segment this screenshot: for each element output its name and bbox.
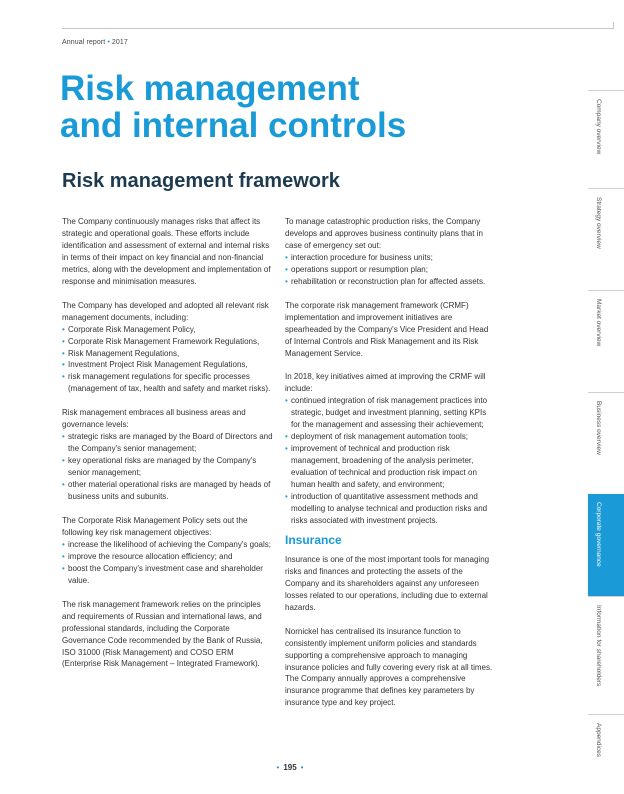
paragraph: To manage catastrophic production risks, the Company develops and approves business continuity plans that in case of emergency set out: <box>285 217 483 250</box>
tab-market-overview[interactable] <box>588 290 624 392</box>
report-header <box>62 39 128 46</box>
list-item: • Corporate Risk Management Framework Regulations, <box>62 336 274 348</box>
paragraph: The risk management framework relies on the principles and requirements of Russian and international laws, and professional standards, including the Corporate Governance Code recommended by the Bank of Russia, ISO 31000 (Risk Management) and COSO ERM (Enterprise Risk Management – Integrated Framework). <box>62 599 263 669</box>
page-title-line-1: Risk management <box>60 69 360 108</box>
list-item: • key operational risks are managed by the Company's senior management; <box>62 455 274 479</box>
left-column <box>62 216 274 670</box>
top-rule <box>62 28 614 29</box>
paragraph: The Company continuously manages risks that affect its strategic and operational goals. These efforts include identification and assessment of external and internal risks in terms of their impact on key financial and non-financial metrics, along with the development and implementation of response and minimisation measures. <box>62 217 271 286</box>
paragraph: The corporate risk management framework (CRMF) implementation and improvement initiatives are spearheaded by the Company's Vice President and Head of Internal Controls and Risk Management and its Risk Management Service. <box>285 300 489 358</box>
list-item: • Risk Management Regulations, <box>62 348 274 360</box>
list-item: • operations support or resumption plan; <box>285 264 497 276</box>
right-column <box>285 216 497 709</box>
tab-label: Strategy overview <box>595 197 602 249</box>
tab-label: Business overview <box>595 401 602 455</box>
tab-corporate-governance[interactable] <box>588 494 624 596</box>
list-item: • improvement of technical and production risk management, broadening of the analysis perimeter, evaluation of technical and production risk impact on human health and safety, and environment; <box>285 443 497 491</box>
page-number-dot-right: • <box>300 763 304 772</box>
bullet-list <box>62 324 274 396</box>
report-year: 2017 <box>111 39 128 46</box>
list-item: • rehabilitation or reconstruction plan for affected assets. <box>285 276 497 288</box>
insurance-heading: Insurance <box>285 532 342 547</box>
list-item: • continued integration of risk management practices into strategic, budget and investment planning, setting KPIs for the management and assessing their achievement; <box>285 395 497 431</box>
report-label: Annual report <box>62 39 106 46</box>
paragraph: Insurance is one of the most important tools for managing risks and finances and protecting the assets of the Company and its shareholders against any unforeseen losses related to our operations, including due to external hazards. <box>285 554 490 612</box>
bullet-list <box>285 395 497 526</box>
top-rule-tick <box>613 22 614 29</box>
section-tabs <box>588 90 624 790</box>
bullet-list <box>62 431 274 503</box>
list-item: • strategic risks are managed by the Board of Directors and the Company's senior management; <box>62 431 274 455</box>
page-title <box>60 70 560 144</box>
list-item: • Investment Project Risk Management Regulations, <box>62 359 274 371</box>
list-item: • interaction procedure for business units; <box>285 252 497 264</box>
tab-strategy-overview[interactable] <box>588 188 624 290</box>
page-title-line-2: and internal controls <box>60 106 407 145</box>
list-item: • other material operational risks are managed by heads of business units and subunits. <box>62 479 274 503</box>
bullet-list <box>62 539 274 587</box>
tab-label: Corporate governance <box>595 502 602 567</box>
paragraph: The Corporate Risk Management Policy sets out the following key risk management objectives: <box>62 515 248 537</box>
tab-business-overview[interactable] <box>588 392 624 494</box>
section-title: Risk management framework <box>62 170 340 192</box>
tab-information-for-shareholders[interactable] <box>588 596 624 714</box>
paragraph: Nornickel has centralised its insurance function to consistently implement uniform policies and standards supporting a comprehensive approach to managing insurance policies and fully covering every risk at all times. The Company annually approves a comprehensive insurance programme that defines key parameters by insurance type and key project. <box>285 626 493 708</box>
separator-dot: • <box>107 39 110 46</box>
tab-label: Company overview <box>595 99 602 155</box>
tab-label: Appendices <box>595 723 602 757</box>
paragraph: Risk management embraces all business areas and governance levels: <box>62 408 246 430</box>
list-item: • increase the likelihood of achieving the Company's goals; <box>62 539 274 551</box>
page-number <box>0 763 580 772</box>
paragraph: The Company has developed and adopted all relevant risk management documents, including: <box>62 300 269 322</box>
page-number-dot-left: • <box>276 763 280 772</box>
list-item: • deployment of risk management automation tools; <box>285 431 497 443</box>
tab-label: Information for shareholders <box>595 605 602 687</box>
list-item: • risk management regulations for specific processes (management of tax, health and safety and market risks). <box>62 371 274 395</box>
paragraph: In 2018, key initiatives aimed at improving the CRMF will include: <box>285 372 486 394</box>
tab-company-overview[interactable] <box>588 90 624 188</box>
list-item: • Corporate Risk Management Policy, <box>62 324 274 336</box>
list-item: • introduction of quantitative assessment methods and modelling to analyse technical and production risks and risks associated with investment projects. <box>285 491 497 527</box>
page-number-value: 195 <box>283 763 297 772</box>
tab-label: Market overview <box>595 299 602 347</box>
tab-appendices[interactable] <box>588 714 624 790</box>
list-item: • improve the resource allocation efficiency; and <box>62 551 274 563</box>
bullet-list <box>285 252 497 288</box>
list-item: • boost the Company's investment case and shareholder value. <box>62 563 274 587</box>
